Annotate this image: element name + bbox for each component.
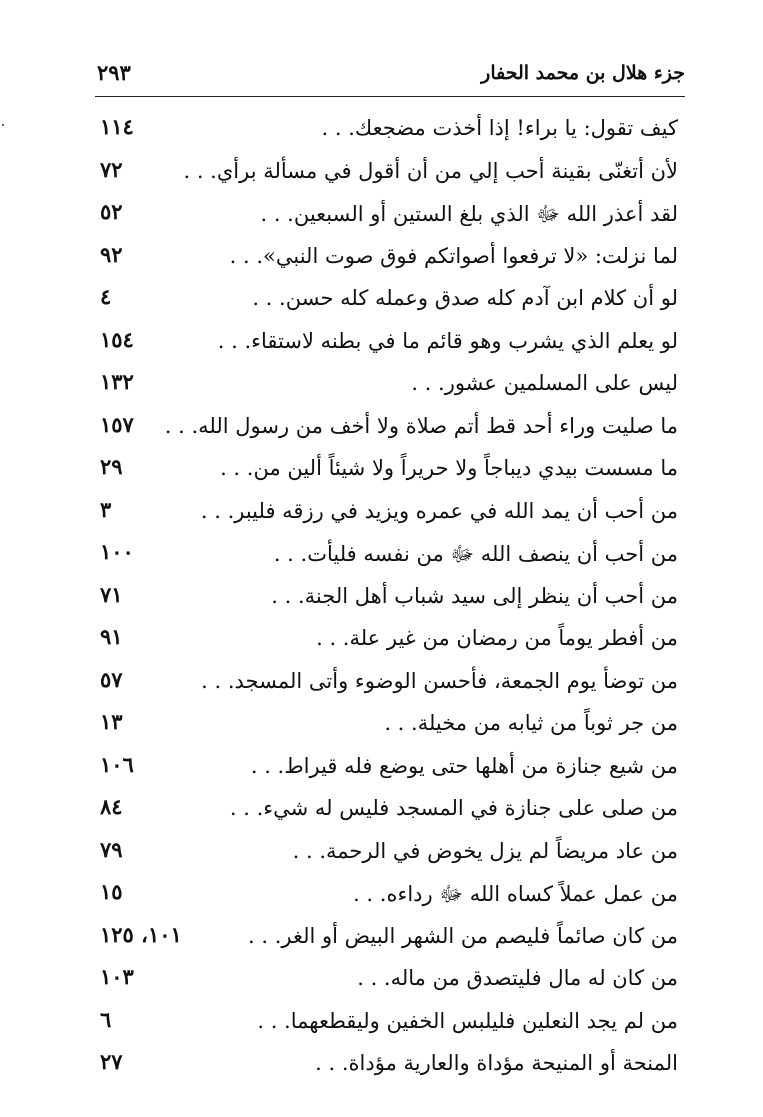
index-entry xyxy=(100,321,678,364)
entry-reference: ١١٤ xyxy=(100,114,134,139)
entry-text: ما صليت وراء أحد قط أتم صلاة ولا أخف من رسول الله. . . xyxy=(164,413,678,438)
entry-reference: ١٥٧ xyxy=(100,411,134,437)
entry-reference: ١٥٤ xyxy=(100,326,134,352)
entry-reference: ١٠٠ xyxy=(100,539,134,564)
entry-reference: ١٠٦ xyxy=(100,751,134,777)
index-entry xyxy=(100,406,678,449)
index-entry xyxy=(100,958,678,1001)
entry-reference: ٤ xyxy=(100,284,112,309)
book-title: جزء هلال بن محمد الحفار xyxy=(481,62,685,84)
entry-text: كيف تقول: يا براء! إذا أخذت مضجعك. . . xyxy=(321,116,678,140)
index-entry xyxy=(100,831,678,874)
entry-reference: ١٠١، ١٢٥ xyxy=(100,921,182,947)
index-entry xyxy=(100,916,678,959)
entry-text: من أفطر يوماً من رمضان من غير علة. . . xyxy=(316,626,678,650)
entry-reference: ٧١ xyxy=(100,581,123,607)
hadith-index-list xyxy=(100,108,678,1086)
entry-reference: ٥٧ xyxy=(100,666,123,692)
index-entry xyxy=(100,746,678,789)
index-entry xyxy=(100,363,678,406)
index-entry xyxy=(100,193,678,236)
entry-text: من شيع جنازة من أهلها حتى يوضع فله قيراط. . . xyxy=(250,753,678,778)
index-entry xyxy=(100,1043,678,1086)
entry-text: لقد أعذر الله ﷻ الذي بلغ الستين أو السبعين. . . xyxy=(260,202,678,226)
entry-text: المنحة أو المنيحة مؤداة والعارية مؤداة. . . xyxy=(315,1051,678,1075)
index-entry xyxy=(100,491,678,534)
index-entry xyxy=(100,1001,678,1044)
index-entry xyxy=(100,703,678,746)
entry-text: لو أن كلام ابن آدم كله صدق وعمله كله حسن. . . xyxy=(252,286,678,310)
entry-text: من توضأ يوم الجمعة، فأحسن الوضوء وأتى المسجد. . . xyxy=(201,668,678,693)
entry-reference: ١٠٣ xyxy=(100,964,134,989)
entry-reference: ١٣٢ xyxy=(100,369,134,394)
entry-text: من أحب أن ينظر إلى سيد شباب أهل الجنة. . . xyxy=(271,583,678,608)
entry-reference: ١٥ xyxy=(100,879,123,904)
page-number: ٢٩٣ xyxy=(97,60,131,85)
index-entry xyxy=(100,618,678,661)
entry-text: من كان له مال فليتصدق من ماله. . . xyxy=(357,966,678,990)
entry-reference: ٥٢ xyxy=(100,199,123,224)
entry-reference: ٩١ xyxy=(100,624,123,649)
index-entry xyxy=(100,788,678,831)
entry-reference: ٨٤ xyxy=(100,794,123,819)
entry-text: لو يعلم الذي يشرب وهو قائم ما في بطنه لاستقاء. . . xyxy=(217,328,678,353)
entry-text: من أحب أن ينصف الله ﷻ من نفسه فليأت. . . xyxy=(273,542,678,566)
index-entry xyxy=(100,533,678,576)
entry-text: من جر ثوباً من ثيابه من مخيلة. . . xyxy=(384,711,678,735)
running-header xyxy=(95,56,685,97)
entry-text: من لم يجد النعلين فليلبس الخفين وليقطعهما. . . xyxy=(257,1008,678,1033)
margin-mark xyxy=(2,124,4,126)
entry-text: من صلى على جنازة في المسجد فليس له شيء. . . xyxy=(229,796,678,820)
index-entry xyxy=(100,278,678,321)
entry-reference: ٣ xyxy=(100,496,112,522)
entry-reference: ٢٧ xyxy=(100,1049,123,1074)
entry-reference: ٦ xyxy=(100,1006,112,1032)
entry-reference: ١٣ xyxy=(100,709,123,734)
index-entry xyxy=(100,236,678,279)
entry-text: من عمل عملاً كساه الله ﷻ رداءه. . . xyxy=(353,882,678,906)
entry-text: لما نزلت: «لا ترفعوا أصواتكم فوق صوت النبي». . . xyxy=(229,243,678,268)
index-entry xyxy=(100,873,678,916)
entry-text: لأن أتغنّى بقينة أحب إلي من أن أقول في مسألة برأي. . . xyxy=(183,158,678,183)
entry-reference: ٧٩ xyxy=(100,836,123,862)
index-entry xyxy=(100,108,678,151)
index-entry xyxy=(100,448,678,491)
entry-text: ليس على المسلمين عشور. . . xyxy=(411,371,678,395)
entry-text: من أحب أن يمد الله في عمره ويزيد في رزقه فليبر. . . xyxy=(200,498,678,523)
entry-text: من عاد مريضاً لم يزل يخوض في الرحمة. . . xyxy=(292,838,678,863)
index-entry xyxy=(100,576,678,619)
entry-text: من كان صائماً فليصم من الشهر البيض أو الغر. . . xyxy=(248,923,678,948)
index-entry xyxy=(100,151,678,194)
entry-text: ما مسست بيدي ديباجاً ولا حريراً ولا شيئاً ألين من. . . xyxy=(220,456,678,480)
index-entry xyxy=(100,661,678,704)
entry-reference: ٩٢ xyxy=(100,241,123,267)
entry-reference: ٢٩ xyxy=(100,454,123,479)
entry-reference: ٧٢ xyxy=(100,156,123,182)
